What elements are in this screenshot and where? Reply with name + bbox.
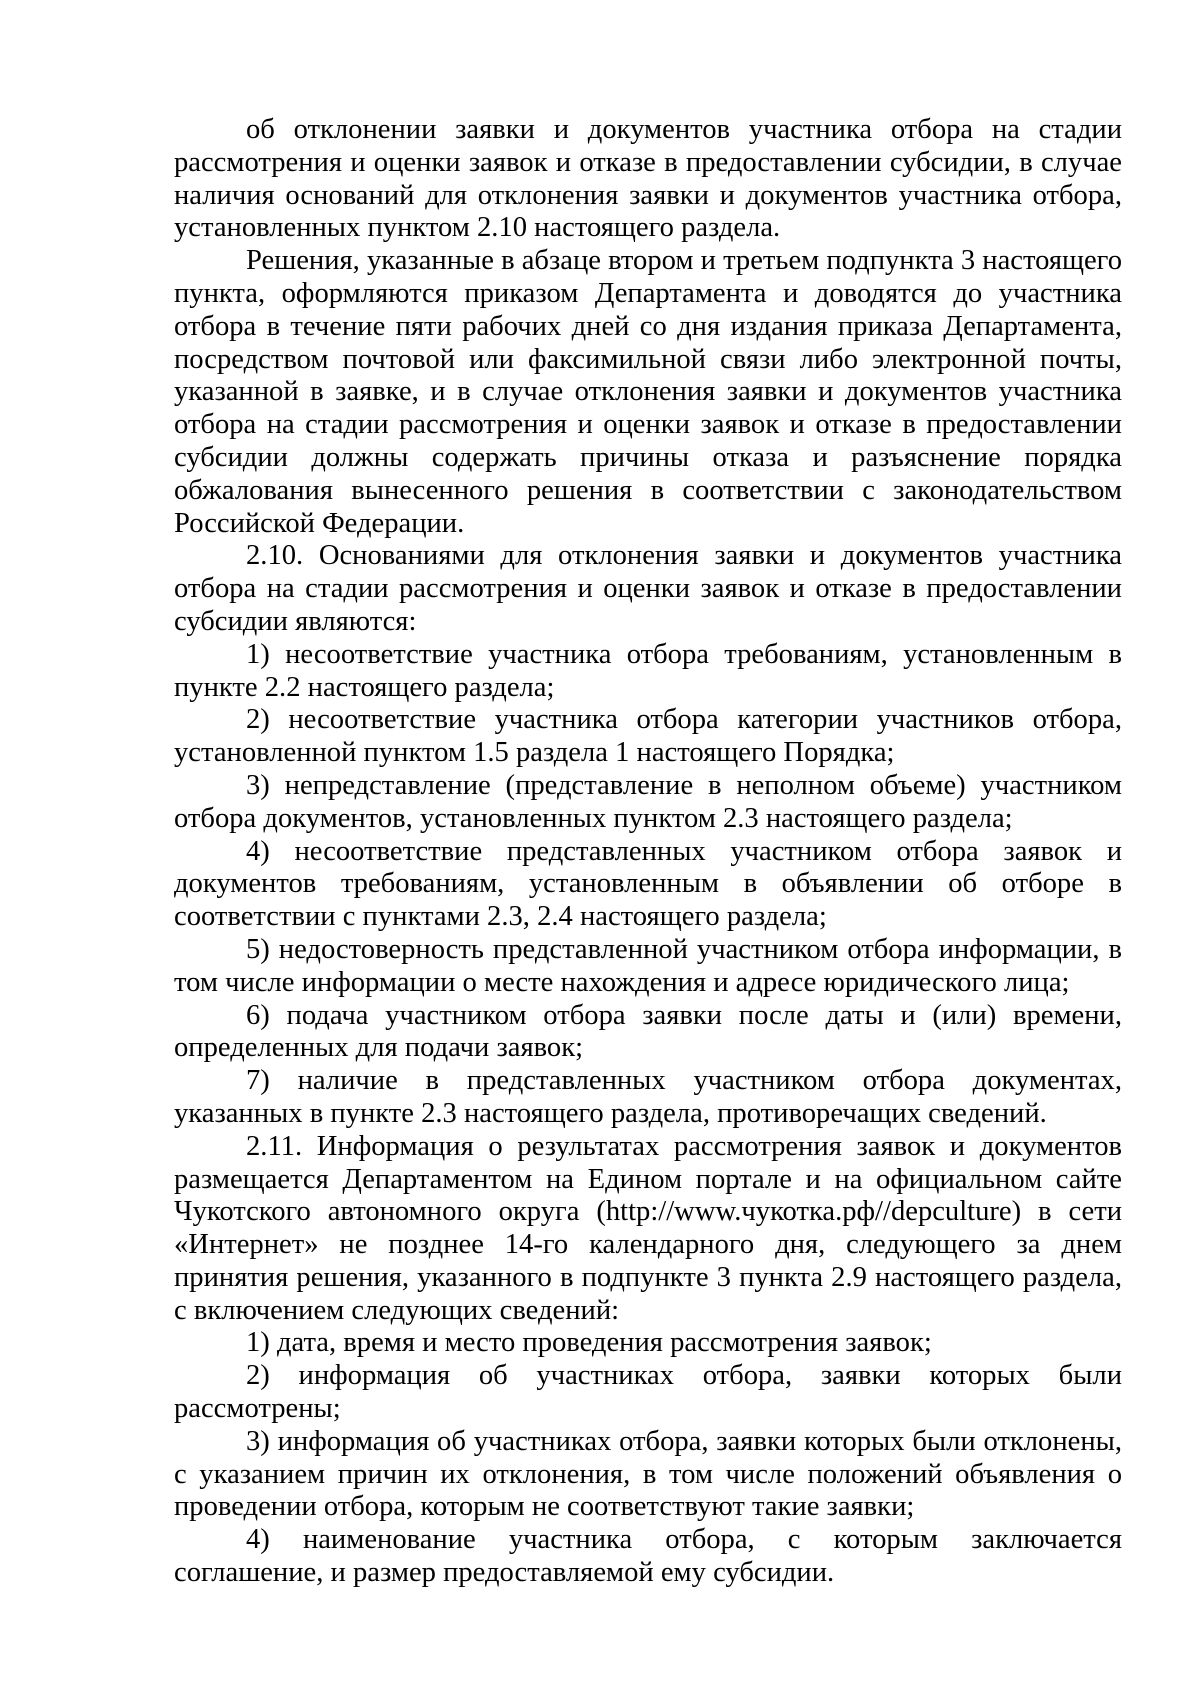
list-item-2-10-5: 5) недостоверность представленной участником отбора информации, в том числе информации о месте нахождения и адресе юридического лица; [174, 933, 1122, 998]
list-item-2-10-2: 2) несоответствие участника отбора категории участников отбора, установленной пунктом 1.5 раздела 1 настоящего Порядка; [174, 704, 1122, 769]
document-page [174, 114, 1122, 1590]
list-item-2-10-4: 4) несоответствие представленных участником отбора заявок и документов требованиям, установленным в объявлении об отборе в соответствии с пунктами 2.3, 2.4 настоящего раздела; [174, 835, 1122, 933]
list-item-2-11-4: 4) наименование участника отбора, с которым заключается соглашение, и размер предоставляемой ему субсидии. [174, 1524, 1122, 1589]
paragraph-decisions: Решения, указанные в абзаце втором и третьем подпункта 3 настоящего пункта, оформляются приказом Департамента и доводятся до участника отбора в течение пяти рабочих дней со дня издания приказа Департамента, посредством почтовой или факсимильной связи либо электронной почты, указанной в заявке, и в случае отклонения заявки и документов участника отбора на стадии рассмотрения и оценки заявок и отказе в предоставлении субсидии должны содержать причины отказа и разъяснение порядка обжалования вынесенного решения в соответствии с законодательством Российской Федерации. [174, 245, 1122, 539]
list-item-2-10-3: 3) непредставление (представление в неполном объеме) участником отбора документов, установленных пунктом 2.3 настоящего раздела; [174, 769, 1122, 834]
paragraph-2-11: 2.11. Информация о результатах рассмотрения заявок и документов размещается Департаментом на Едином портале и на официальном сайте Чукотского автономного округа (http://www.чукотка.рф//depculture) в сети «Интернет» не позднее 14-го календарного дня, следующего за днем принятия решения, указанного в подпункте 3 пункта 2.9 настоящего раздела, с включением следующих сведений: [174, 1130, 1122, 1326]
list-item-2-10-1: 1) несоответствие участника отбора требованиям, установленным в пункте 2.2 настоящего раздела; [174, 638, 1122, 703]
list-item-2-10-7: 7) наличие в представленных участником отбора документах, указанных в пункте 2.3 настоящего раздела, противоречащих сведений. [174, 1065, 1122, 1129]
list-item-2-11-1: 1) дата, время и место проведения рассмотрения заявок; [246, 1327, 932, 1359]
list-item-2-11-3: 3) информация об участниках отбора, заявки которых были отклонены, с указанием причин их отклонения, в том числе положений объявления о проведении отбора, которым не соответствуют такие заявки; [174, 1425, 1122, 1523]
list-item-2-11-2: 2) информация об участниках отбора, заявки которых были рассмотрены; [174, 1360, 1122, 1425]
paragraph-rejection-continuation: об отклонении заявки и документов участника отбора на стадии рассмотрения и оценки заявок и отказе в предоставлении субсидии, в случае наличия оснований для отклонения заявки и документов участника отбора, установленных пунктом 2.10 настоящего раздела. [174, 114, 1122, 244]
list-item-2-10-6: 6) подача участником отбора заявки после даты и (или) времени, определенных для подачи заявок; [174, 999, 1122, 1064]
paragraph-2-10: 2.10. Основаниями для отклонения заявки и документов участника отбора на стадии рассмотрения и оценки заявок и отказе в предоставлении субсидии являются: [174, 540, 1122, 637]
